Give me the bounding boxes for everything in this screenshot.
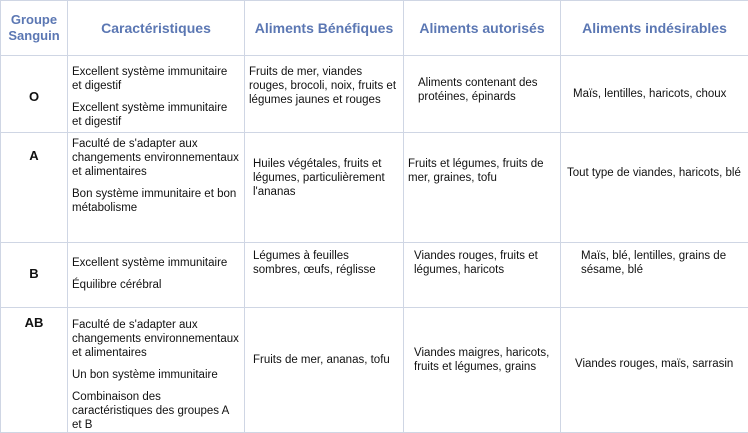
beneficial-text: Huiles végétales, fruits et légumes, particulièrement l'ananas [245, 133, 403, 199]
trait-line: Faculté de s'adapter aux changements environnementaux et alimentaires [72, 318, 240, 360]
undesirable-text: Tout type de viandes, haricots, blé [561, 133, 748, 180]
beneficial-text: Fruits de mer, ananas, tofu [245, 308, 403, 367]
allowed-cell [404, 243, 561, 308]
allowed-cell [404, 56, 561, 133]
undesirable-cell [561, 133, 748, 243]
header-beneficial-foods: Aliments Bénéfiques [245, 1, 404, 56]
traits-cell [68, 56, 245, 133]
undesirable-cell [561, 56, 748, 133]
header-row [1, 1, 748, 56]
beneficial-cell [245, 308, 404, 433]
allowed-text: Viandes maigres, haricots, fruits et légumes, grains [404, 308, 560, 374]
header-undesirable-foods: Aliments indésirables [561, 1, 748, 56]
beneficial-text: Fruits de mer, viandes rouges, brocoli, noix, fruits et légumes jaunes et rouges [245, 56, 403, 107]
table-row [1, 56, 748, 133]
allowed-cell [404, 308, 561, 433]
header-traits: Caractéristiques [68, 1, 245, 56]
allowed-text: Viandes rouges, fruits et légumes, haricots [404, 243, 560, 277]
traits-cell [68, 243, 245, 308]
beneficial-cell [245, 243, 404, 308]
table-row [1, 133, 748, 243]
trait-line: Équilibre cérébral [72, 278, 240, 292]
beneficial-text: Légumes à feuilles sombres, œufs, réglisse [245, 243, 403, 277]
header-blood-group: Groupe Sanguin [1, 1, 68, 56]
trait-line: Un bon système immunitaire [72, 368, 240, 382]
beneficial-cell [245, 133, 404, 243]
trait-line: Excellent système immunitaire [72, 256, 240, 270]
undesirable-text: Maïs, lentilles, haricots, choux [561, 87, 748, 101]
undesirable-text: Maïs, blé, lentilles, grains de sésame, blé [561, 243, 748, 277]
blood-group-cell: A [1, 133, 68, 243]
table-row [1, 243, 748, 308]
trait-line: Bon système immunitaire et bon métabolisme [72, 187, 240, 215]
blood-group-cell: AB [1, 308, 68, 433]
allowed-cell [404, 133, 561, 243]
blood-group-cell: B [1, 243, 68, 308]
trait-line: Excellent système immunitaire et digestif [72, 101, 240, 129]
undesirable-cell [561, 308, 748, 433]
traits-cell [68, 133, 245, 243]
blood-group-cell: O [1, 56, 68, 133]
table-row [1, 308, 748, 433]
trait-line: Combinaison des caractéristiques des groupes A et B [72, 390, 240, 432]
undesirable-cell [561, 243, 748, 308]
traits-cell [68, 308, 245, 433]
beneficial-cell [245, 56, 404, 133]
trait-line: Faculté de s'adapter aux changements environnementaux et alimentaires [72, 137, 240, 179]
allowed-text: Aliments contenant des protéines, épinards [404, 56, 560, 104]
header-allowed-foods: Aliments autorisés [404, 1, 561, 56]
undesirable-text: Viandes rouges, maïs, sarrasin [561, 308, 748, 371]
trait-line: Excellent système immunitaire et digestif [72, 65, 240, 93]
allowed-text: Fruits et légumes, fruits de mer, graines, tofu [404, 133, 560, 185]
